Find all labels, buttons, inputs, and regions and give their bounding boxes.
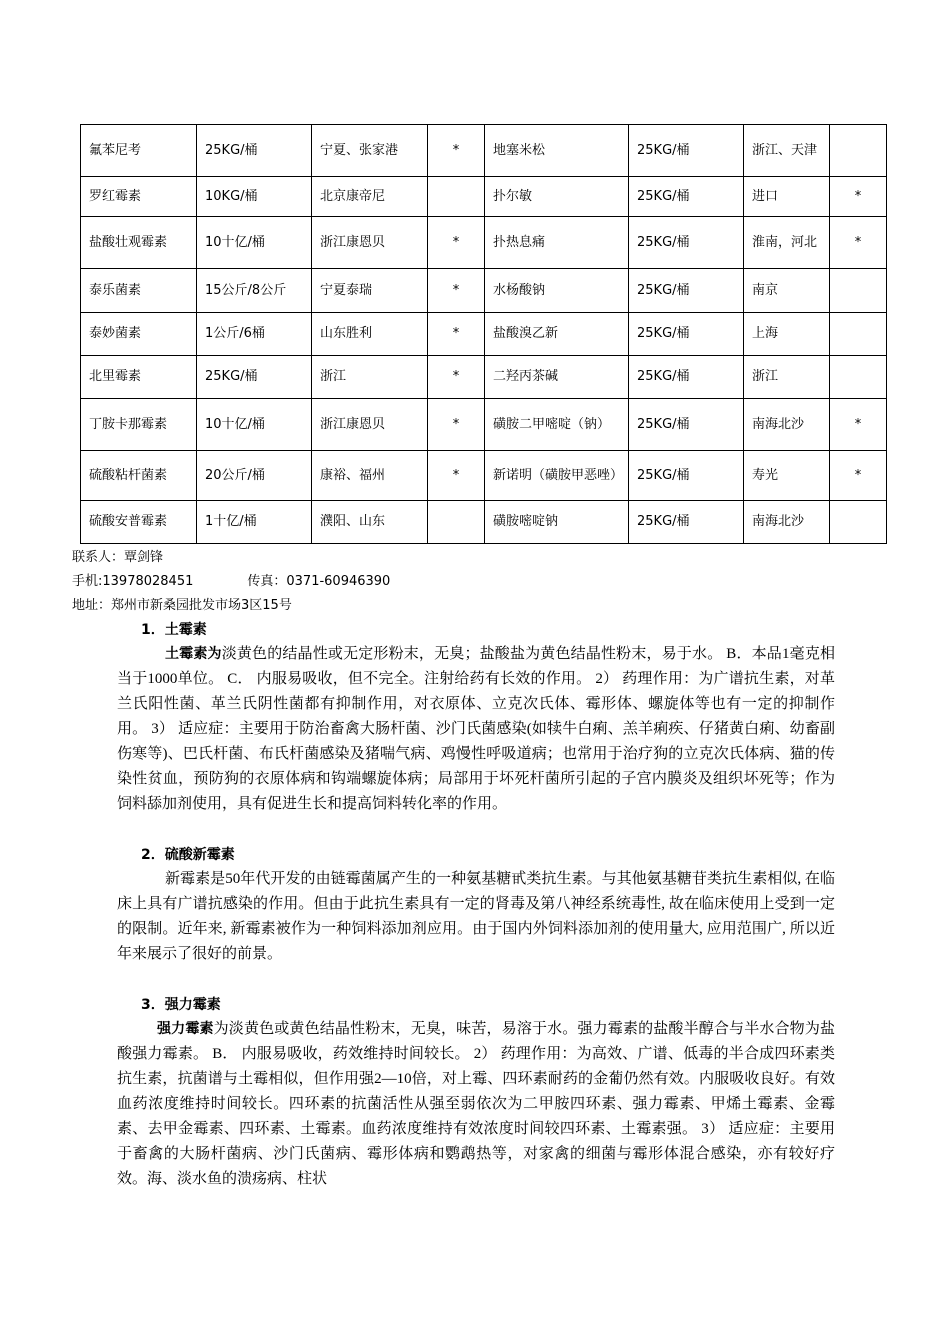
section-paragraph: 土霉素为淡黄色的结晶性或无定形粉末，无臭；盐酸盐为黄色结晶性粉末，易于水。 B．本品1毫克相当于1000单位。 C． 内服易吸收，但不完全。注射给药有长效的作用。 2） 药理作用：为广谱抗生素，对革兰氏阳性菌、革兰氏阴性菌都有抑制作用，对衣原体、立克次氏体、霉形体、螺旋体等也有一定的抑制作用。 3） 适应症：主要用于防治畜禽大肠杆菌、沙门氏菌感染(如犊牛白痢、羔羊痢疾、仔猪黄白痢、幼畜副伤寒等)、巴氏杆菌、布氏杆菌感染及猪喘气病、鸡慢性呼吸道病；也常用于治疗狗的立克次氏体病、猫的传染性贫血，预防狗的衣原体病和钩端螺旋体病；局部用于坏死杆菌所引起的子宫内膜炎及组织坏死等；作为饲料舔加剂使用，具有促进生长和提高饲料转化率的作用。 (117, 646, 835, 812)
table-cell: * (428, 125, 485, 177)
table-cell: 硫酸粘杆菌素 (81, 451, 197, 501)
table-cell: 扑尔敏 (485, 177, 629, 217)
table-row (81, 399, 887, 451)
table-cell: 10KG/桶 (197, 177, 312, 217)
table-cell: * (830, 451, 887, 501)
table-cell: 地塞米松 (485, 125, 629, 177)
table-cell: 盐酸壮观霉素 (81, 217, 197, 269)
table-cell: * (830, 399, 887, 451)
contact-address: 地址：郑州市新桑园批发市场3区15号 (72, 598, 292, 613)
table-cell: 25KG/桶 (197, 125, 312, 177)
table-cell: 25KG/桶 (629, 217, 744, 269)
table-cell: 20公斤/桶 (197, 451, 312, 501)
table-cell: 泰妙菌素 (81, 313, 197, 356)
table-cell: 浙江康恩贝 (312, 399, 428, 451)
table-cell: 上海 (744, 313, 830, 356)
table-cell: 硫酸安普霉素 (81, 501, 197, 544)
table-row (81, 217, 887, 269)
table-row (81, 501, 887, 544)
table-cell: 山东胜利 (312, 313, 428, 356)
table-row (81, 313, 887, 356)
table-cell (830, 269, 887, 313)
table-cell (428, 177, 485, 217)
table-cell: 25KG/桶 (629, 501, 744, 544)
table-cell: * (428, 217, 485, 269)
table-cell: 25KG/桶 (629, 356, 744, 399)
table-cell: 泰乐菌素 (81, 269, 197, 313)
contact-person: 联系人：覃剑锋 (72, 550, 164, 565)
table-cell: 磺胺嘧啶钠 (485, 501, 629, 544)
table-row (81, 269, 887, 313)
table-cell: 盐酸溴乙新 (485, 313, 629, 356)
table-cell: 1公斤/6桶 (197, 313, 312, 356)
table-cell: 水杨酸钠 (485, 269, 629, 313)
fax-number: 传真：0371-60946390 (247, 574, 391, 589)
table-cell: 15公斤/8公斤 (197, 269, 312, 313)
section-lead: 强力霉素 (157, 1021, 214, 1037)
table-cell: 南海北沙 (744, 399, 830, 451)
table-cell: 浙江 (744, 356, 830, 399)
table-cell: 浙江 (312, 356, 428, 399)
table-cell: 进口 (744, 177, 830, 217)
table-cell: * (428, 399, 485, 451)
table-cell: 丁胺卡那霉素 (81, 399, 197, 451)
table-cell: 南京 (744, 269, 830, 313)
table-cell: 25KG/桶 (629, 451, 744, 501)
table-cell: 南海北沙 (744, 501, 830, 544)
table-cell: * (428, 356, 485, 399)
contact-phone-fax (72, 573, 390, 591)
product-table-body (81, 125, 887, 544)
table-cell: 新诺明（磺胺甲恶唑） (485, 451, 629, 501)
table-cell: 北里霉素 (81, 356, 197, 399)
table-cell: 1十亿/桶 (197, 501, 312, 544)
table-cell: 浙江康恩贝 (312, 217, 428, 269)
table-cell: 25KG/桶 (629, 125, 744, 177)
section-lead: 土霉素为 (165, 646, 222, 662)
section-heading: 1．土霉素 (141, 622, 207, 638)
table-row (81, 177, 887, 217)
table-cell: * (428, 313, 485, 356)
table-cell: 寿光 (744, 451, 830, 501)
table-row (81, 125, 887, 177)
table-cell: 磺胺二甲嘧啶（钠） (485, 399, 629, 451)
table-cell (428, 501, 485, 544)
table-cell: 二羟丙茶碱 (485, 356, 629, 399)
table-row (81, 451, 887, 501)
table-cell: 25KG/桶 (629, 177, 744, 217)
table-cell: 25KG/桶 (629, 399, 744, 451)
table-cell: 氟苯尼考 (81, 125, 197, 177)
table-cell: 扑热息痛 (485, 217, 629, 269)
table-cell: 10十亿/桶 (197, 217, 312, 269)
table-cell (830, 501, 887, 544)
table-cell (830, 313, 887, 356)
section-heading: 3．强力霉素 (141, 997, 221, 1013)
article-body (117, 618, 835, 1192)
section-paragraph: 新霉素是50年代开发的由链霉菌属产生的一种氨基糖甙类抗生素。与其他氨基糖苷类抗生素相似, 在临床上具有广谱抗感染的作用。但由于此抗生素具有一定的肾毒及第八神经系统毒性, 故在临床使用上受到一定的限制。近年来, 新霉素被作为一种饲料添加剂应用。由于国内外饲料添加剂的使用量大, 应用范围广, 所以近年来展示了很好的前景。 (117, 871, 835, 962)
table-cell: 宁夏泰瑞 (312, 269, 428, 313)
table-cell: 康裕、福州 (312, 451, 428, 501)
table-cell: 宁夏、张家港 (312, 125, 428, 177)
table-row (81, 356, 887, 399)
section-paragraph: 强力霉素为淡黄色或黄色结晶性粉末，无臭，味苦，易溶于水。强力霉素的盐酸半醇合与半水合物为盐酸强力霉素。 B． 内服易吸收，药效维持时间较长。 2） 药理作用：为高效、广谱、低毒的半合成四环素类抗生素，抗菌谱与土霉相似，但作用强2—10倍，对上霉、四环素耐药的金葡仍然有效。内服吸收良好。有效血药浓度维持时间较长。四环素的抗菌活性从强至弱依次为二甲胺四环素、强力霉素、甲烯土霉素、金霉素、去甲金霉素、四环素、土霉素。血药浓度维持有效浓度时间较四环素、土霉素强。 3） 适应症：主要用于畜禽的大肠杆菌病、沙门氏菌病、霉形体病和鹦鹉热等，对家禽的细菌与霉形体混合感染，亦有较好疗效。海、淡水鱼的溃疡病、柱状 (117, 1021, 835, 1187)
table-cell: 浙江、天津 (744, 125, 830, 177)
table-cell: * (830, 217, 887, 269)
product-table (80, 124, 887, 544)
table-cell: 25KG/桶 (197, 356, 312, 399)
table-cell: 10十亿/桶 (197, 399, 312, 451)
table-cell: 北京康帝尼 (312, 177, 428, 217)
table-cell: 罗红霉素 (81, 177, 197, 217)
table-cell: * (428, 269, 485, 313)
section-heading: 2．硫酸新霉素 (141, 847, 235, 863)
table-cell: 濮阳、山东 (312, 501, 428, 544)
table-cell: 25KG/桶 (629, 313, 744, 356)
table-cell: * (830, 177, 887, 217)
table-cell: 淮南，河北 (744, 217, 830, 269)
table-cell (830, 125, 887, 177)
table-cell: 25KG/桶 (629, 269, 744, 313)
mobile-number: 手机:13978028451 (72, 574, 194, 589)
table-cell: * (428, 451, 485, 501)
table-cell (830, 356, 887, 399)
